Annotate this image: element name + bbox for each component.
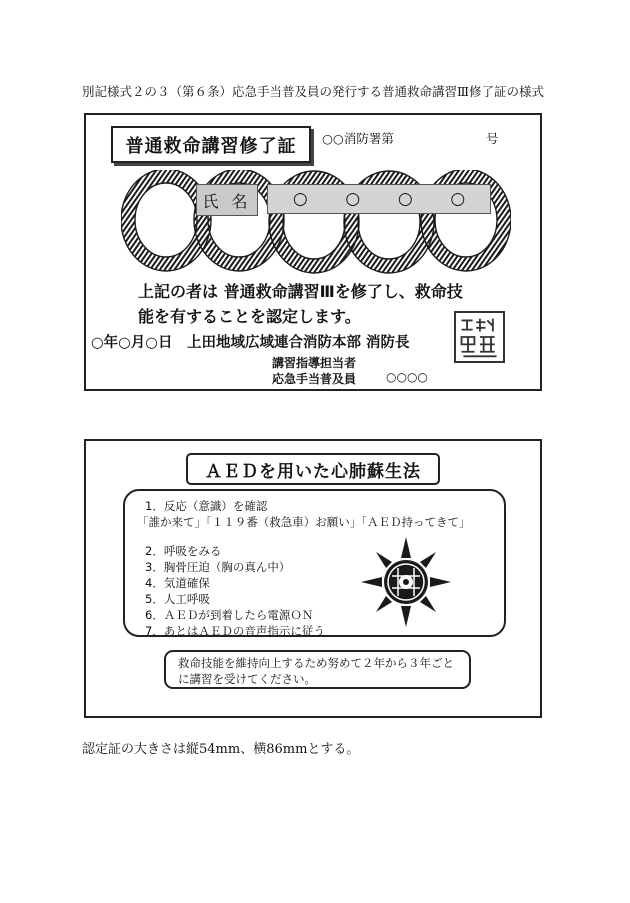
step-item: 4．気道確保 [145,576,210,590]
name-label: 氏 名 [196,184,258,216]
renewal-note-line1: 救命技能を維持向上するため努めて２年から３年ごと [178,656,454,670]
step-item: 5．人工呼吸 [145,592,210,606]
instructor-name: ○○○○ [386,370,428,384]
certificate-number-suffix: 号 [486,131,499,146]
instructor-role-line2: 応急手当普及員 [272,372,357,386]
fire-station-label: ○○消防署第 [322,131,394,146]
official-seal [454,311,505,363]
step-item: 1．反応（意識）を確認 [145,499,268,513]
name-placeholder-char: ○ [292,189,308,209]
certification-statement-line2: 能を有することを認定します。 [138,307,361,326]
certificate-back-card [84,439,542,718]
step-item: 2．呼吸をみる [145,544,222,558]
step-item: 3．胸骨圧迫（胸の真ん中） [145,560,291,574]
certification-statement-line1: 上記の者は 普通救命講習Ⅲを修了し、救命技 [138,282,463,301]
name-value [267,184,491,214]
fire-department-emblem [360,536,452,628]
name-placeholder-char: ○ [450,189,466,209]
document-footer-note: 認定証の大きさは縦54mm、横86mmとする。 [82,742,360,757]
step-item: 「誰か来て」「１１９番（救急車）お願い」「ＡＥＤ持ってきて」 [137,515,471,529]
name-placeholder-char: ○ [397,189,413,209]
aed-title: ＡＥＤを用いた心肺蘇生法 [186,453,440,485]
step-item: 6．ＡＥＤが到着したら電源ＯＮ [145,608,314,622]
renewal-note-box [164,650,471,689]
step-item: 7．あとはＡＥＤの音声指示に従う [145,624,325,638]
renewal-note-line2: に講習を受けてください。 [178,672,316,686]
certificate-title: 普通救命講習修了証 [111,126,311,163]
issuer-line: ○年○月○日 上田地域広域連合消防本部 消防長 [91,335,410,351]
document-heading: 別記様式２の３（第６条）応急手当普及員の発行する普通救命講習Ⅲ修了証の様式 [82,84,545,99]
name-placeholder-char: ○ [345,189,361,209]
certificate-front-card [84,113,542,391]
instructor-role-line1: 講習指導担当者 [272,356,357,370]
